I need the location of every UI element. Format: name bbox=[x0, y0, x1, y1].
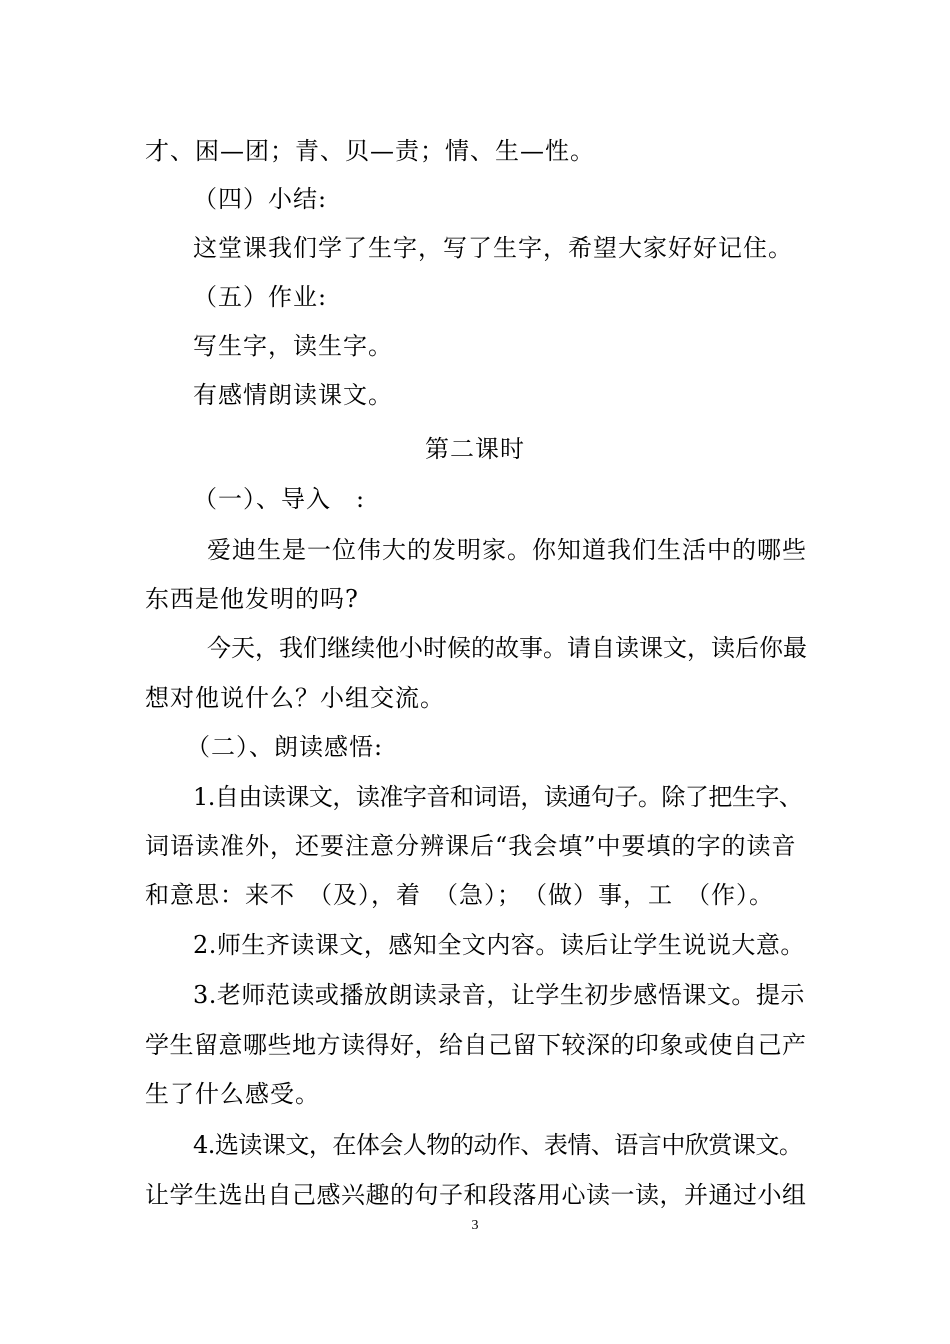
text-line: 想对他说什么？小组交流。 bbox=[145, 684, 445, 712]
text-line: 1.自由读课文，读准字音和词语，读通句子。除了把生字、 bbox=[193, 783, 803, 811]
text-line: 2.师生齐读课文，感知全文内容。读后让学生说说大意。 bbox=[193, 931, 805, 959]
text-line: 写生字，读生字。 bbox=[193, 332, 393, 360]
text-line: 爱迪生是一位伟大的发明家。你知道我们生活中的哪些 bbox=[207, 536, 807, 564]
page-number: 3 bbox=[471, 1218, 479, 1233]
text-line: 让学生选出自己感兴趣的句子和段落用心读一读，并通过小组 bbox=[145, 1181, 807, 1209]
section-heading-summary: （四）小结: bbox=[193, 185, 328, 213]
text-line: 词语读准外，还要注意分辨课后“我会填”中要填的字的读音 bbox=[145, 832, 797, 860]
section-heading-reading: （二）、朗读感悟: bbox=[186, 733, 384, 761]
section-heading-intro: （一）、导入 : bbox=[193, 485, 366, 513]
lesson-title: 第二课时 bbox=[425, 435, 525, 463]
text-line: 有感情朗读课文。 bbox=[193, 381, 393, 409]
text-line: 今天，我们继续他小时候的故事。请自读课文，读后你最 bbox=[207, 634, 807, 662]
text-line: 东西是他发明的吗? bbox=[145, 585, 359, 613]
section-heading-homework: （五）作业: bbox=[193, 283, 328, 311]
text-line: 4.选读课文，在体会人物的动作、表情、语言中欣赏课文。 bbox=[193, 1131, 803, 1159]
text-line: 3.老师范读或播放朗读录音，让学生初步感悟课文。提示 bbox=[193, 981, 805, 1009]
text-line: 和意思：来不 （及），着 （急）； （做）事，工 （作）。 bbox=[145, 881, 774, 909]
text-line: 这堂课我们学了生字，写了生字，希望大家好好记住。 bbox=[193, 234, 793, 262]
text-line: 生了什么感受。 bbox=[145, 1080, 320, 1108]
text-line: 学生留意哪些地方读得好，给自己留下较深的印象或使自己产 bbox=[145, 1031, 807, 1059]
text-line: 才、困—团；青、贝—责；情、生—性。 bbox=[145, 137, 595, 165]
